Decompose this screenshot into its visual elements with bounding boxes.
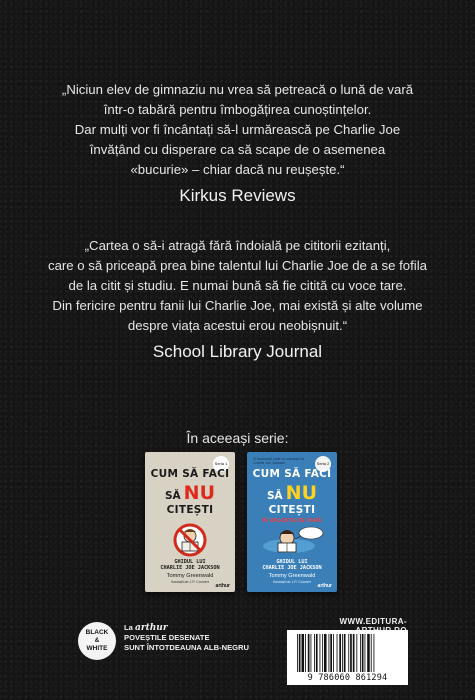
badge-line: & — [94, 637, 100, 644]
black-white-badge — [78, 622, 116, 660]
no-reading-illustration — [145, 522, 235, 558]
badge-line: BLACK — [85, 629, 109, 636]
quote-line: despre viața acestui erou neobișnuit.“ — [127, 318, 348, 333]
book-title-line1: CUM SĂ FACI — [252, 468, 332, 480]
quote-source: Kirkus Reviews — [179, 186, 296, 205]
quote-line: de la citit și studiu. E numai bună să fie citită cu voce tare. — [68, 278, 407, 293]
guide-line: CHARLIE JOE JACKSON — [262, 565, 322, 572]
note-line: POVEȘTILE DESENATE — [124, 633, 210, 642]
barcode-bar — [308, 634, 310, 672]
barcode-bar — [365, 634, 366, 672]
book-title-line3: CITEȘTI — [166, 504, 214, 516]
note-brand: arthur — [135, 623, 168, 633]
note-prefix: La — [124, 623, 133, 632]
barcode-bar — [297, 634, 298, 672]
book-title-sa: SĂ — [164, 490, 181, 502]
quote-source: School Library Journal — [152, 342, 323, 361]
publisher-logo: arthur — [215, 583, 230, 589]
note-line: SUNT ÎNTOTDEAUNA ALB-NEGRU — [124, 643, 250, 652]
book-title-nu: NU — [285, 482, 318, 504]
publisher-website: WWW.EDITURA- — [339, 617, 407, 626]
isbn-barcode — [287, 630, 408, 685]
book-illustrator: Ilustrații de J.P. Coovert — [273, 580, 311, 584]
guide-line: GHIDUL LUI — [276, 559, 308, 565]
barcode-bar — [339, 634, 341, 672]
barcode-bar — [305, 634, 306, 672]
barcode-bar — [320, 634, 321, 672]
book-title-line2 — [247, 482, 337, 504]
barcode-bar — [314, 634, 315, 672]
guide-line: CHARLIE JOE JACKSON — [160, 565, 220, 572]
quote-line: Dar mulți vor fi încântați să-l urmărească pe Charlie Joe — [74, 122, 401, 137]
barcode-bar — [360, 634, 361, 672]
book-author: Tommy Greenwald — [166, 573, 214, 579]
series-badge: Seria 1 — [213, 456, 229, 472]
quote-line: care o să priceapă prea bine talentul lui Charlie Joe de a se fofila — [47, 258, 427, 273]
barcode-bar — [344, 634, 346, 672]
barcode-bar — [353, 634, 355, 672]
book-title-line1: CUM SĂ FACI — [150, 468, 230, 480]
quote-line: într-o tabără pentru îmbogățirea cunoștințelor. — [103, 102, 372, 117]
badge-line: WHITE — [86, 645, 108, 652]
book-illustrator: Ilustrații de J.P. Coovert — [171, 580, 209, 584]
quote-line: „Cartea o să-i atragă fără îndoială pe cititorii ezitanți, — [84, 238, 391, 253]
barcode-bar — [371, 634, 372, 672]
quote-slj — [40, 236, 435, 362]
book-guide — [145, 559, 235, 571]
quote-kirkus — [40, 80, 435, 206]
book-guide — [247, 559, 337, 571]
barcode-bar — [299, 634, 301, 672]
quote-line: «bucurie» – chiar dacă nu reușește.“ — [130, 162, 345, 177]
book-cover-1 — [145, 452, 235, 592]
barcode-bar — [322, 634, 323, 672]
black-white-note — [124, 623, 274, 653]
reading-boy-illustration — [247, 522, 337, 558]
barcode-bar — [324, 634, 327, 672]
quote-line: Din fericire pentru fanii lui Charlie Joe, mai există și alte volume — [52, 298, 423, 313]
series-label: În aceeași serie: — [186, 430, 289, 446]
barcode-bar — [329, 634, 330, 672]
book-author: Tommy Greenwald — [268, 573, 316, 579]
barcode-bar — [330, 634, 332, 672]
book-title-nu: NU — [183, 482, 216, 504]
barcode-bar — [337, 634, 338, 672]
book-tagline: O frumoasă carte cu vacanța lui Charlie Joe Jackson — [253, 457, 304, 466]
barcode-bar — [348, 634, 349, 672]
quote-line: învățând cu disperare ca să scape de o asemenea — [89, 142, 386, 157]
publisher-logo: arthur — [317, 583, 332, 589]
book-title-line3: CITEȘTI — [268, 504, 316, 516]
barcode-bar — [342, 634, 343, 672]
guide-line: GHIDUL LUI — [174, 559, 206, 565]
barcode-bar — [302, 634, 305, 672]
series-badge: Seria 2 — [315, 456, 331, 472]
barcode-bar — [374, 634, 375, 672]
barcode-bar — [350, 634, 352, 672]
barcode-bar — [311, 634, 312, 672]
barcode-bar — [367, 634, 370, 672]
barcode-bar — [356, 634, 357, 672]
isbn-number: 9 786060 861294 — [307, 673, 388, 683]
quote-line: „Niciun elev de gimnaziu nu vrea să petreacă o lună de vară — [61, 82, 414, 97]
book-title-line2 — [145, 482, 235, 504]
book-title-sa: SĂ — [266, 490, 283, 502]
barcode-bars — [295, 634, 400, 672]
book-subtitle: ÎN VACANȚA DE VARĂ — [262, 518, 322, 524]
book-cover-2 — [247, 452, 337, 592]
barcode-bar — [333, 634, 334, 672]
barcode-bar — [316, 634, 318, 672]
barcode-bar — [362, 634, 364, 672]
